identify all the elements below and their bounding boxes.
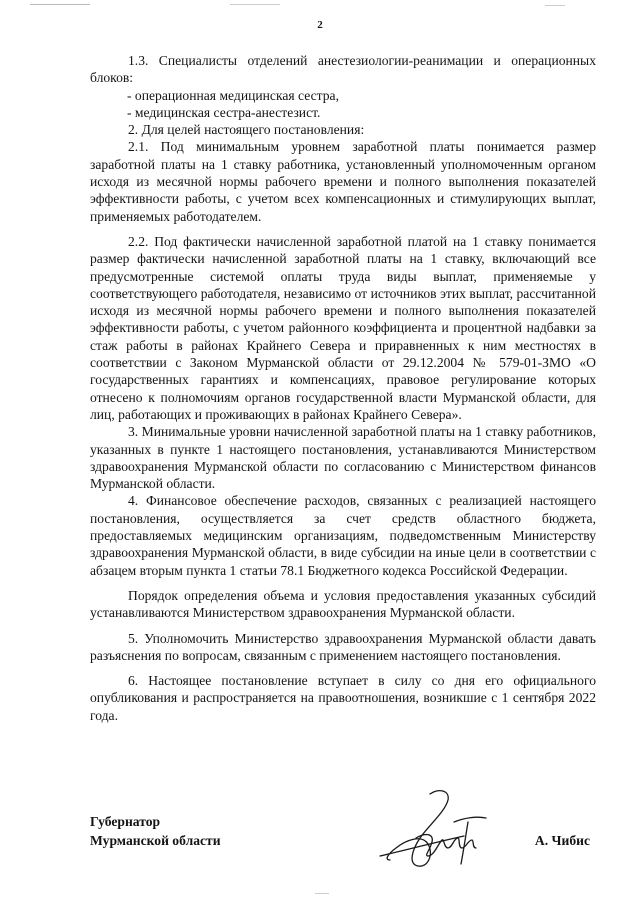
scan-artifact — [30, 4, 90, 5]
paragraph-2-1: 2.1. Под минимальным уровнем заработной платы понимается размер заработной платы на 1 ставку работника, установленный уполномоченным органом исходя из месячной нормы рабочего времени и полного выполнения показателей эффективности работы, с учетом всех компенсационных и стимулирующих выплат, применяемых работодателем. — [90, 139, 596, 224]
signatory-title-line2: Мурманской области — [90, 833, 221, 848]
signature-block — [90, 812, 596, 872]
signatory-title-line1: Губернатор — [90, 814, 161, 829]
scan-artifact — [230, 4, 280, 5]
list-item-nurse-anesthetist: - медицинская сестра-анестезист. — [127, 104, 321, 120]
paragraph-1-3: 1.3. Специалисты отделений анестезиологии-реанимации и операционных блоков: — [90, 53, 596, 86]
paragraph-2-2: 2.2. Под фактически начисленной заработной платой на 1 ставку понимается размер фактически начисленной заработной платы на 1 ставку, включающий все предусмотренные системой оплаты труда виды выплат, применяемые у соответствующего работодателя, независимо от источников этих выплат, рассчитанной исходя из месячной нормы рабочего времени и полного выполнения показателей эффективности работы, с учетом районного коэффициента и процентной надбавки за стаж работы в районах Крайнего Севера и приравненных к ним местностях в соответствии с Законом Мурманской области от 29.12.2004 № 579-01-ЗМО «О государственных гарантиях и компенсациях, правовое регулирование которых отнесено к полномочиям органов государственной власти Мурманской области, для лиц, работающих и проживающих в районах Крайнего Севера». — [90, 233, 596, 422]
page-number: 2 — [317, 19, 323, 31]
paragraph-2: 2. Для целей настоящего постановления: — [128, 122, 365, 138]
paragraph-3: 3. Минимальные уровни начисленной заработной платы на 1 ставку работников, указанных в пункте 1 настоящего постановления, устанавливаются Министерством здравоохранения Мурманской области по согласованию с Министерством финансов Мурманской области. — [90, 424, 596, 492]
paragraph-4-subsidy-order: Порядок определения объема и условия предоставления указанных субсидий устанавливаются Министерством здравоохранения Мурманской области. — [90, 587, 596, 621]
document-body — [90, 52, 596, 724]
paragraph-5: 5. Уполномочить Министерство здравоохранения Мурманской области давать разъяснения по вопросам, связанным с применением настоящего постановления. — [90, 630, 596, 663]
list-item-operating-nurse: - операционная медицинская сестра, — [127, 87, 339, 103]
handwritten-signature — [368, 782, 508, 882]
signatory-title — [90, 812, 221, 850]
scan-artifact — [315, 893, 329, 894]
paragraph-4: 4. Финансовое обеспечение расходов, связанных с реализацией настоящего постановления, осуществляется за счет средств областного бюджета, предоставляемых медицинским организациям, подведомственным Министерству здравоохранения Мурманской области, в виде субсидии на иные цели в соответствии с абзацем вторым пункта 1 статьи 78.1 Бюджетного кодекса Российской Федерации. — [90, 493, 596, 578]
scan-artifact — [545, 5, 565, 6]
paragraph-6: 6. Настоящее постановление вступает в силу со дня его официального опубликования и распространяется на правоотношения, возникшие с 1 сентября 2022 года. — [90, 673, 596, 723]
signatory-name: А. Чибис — [534, 833, 590, 848]
